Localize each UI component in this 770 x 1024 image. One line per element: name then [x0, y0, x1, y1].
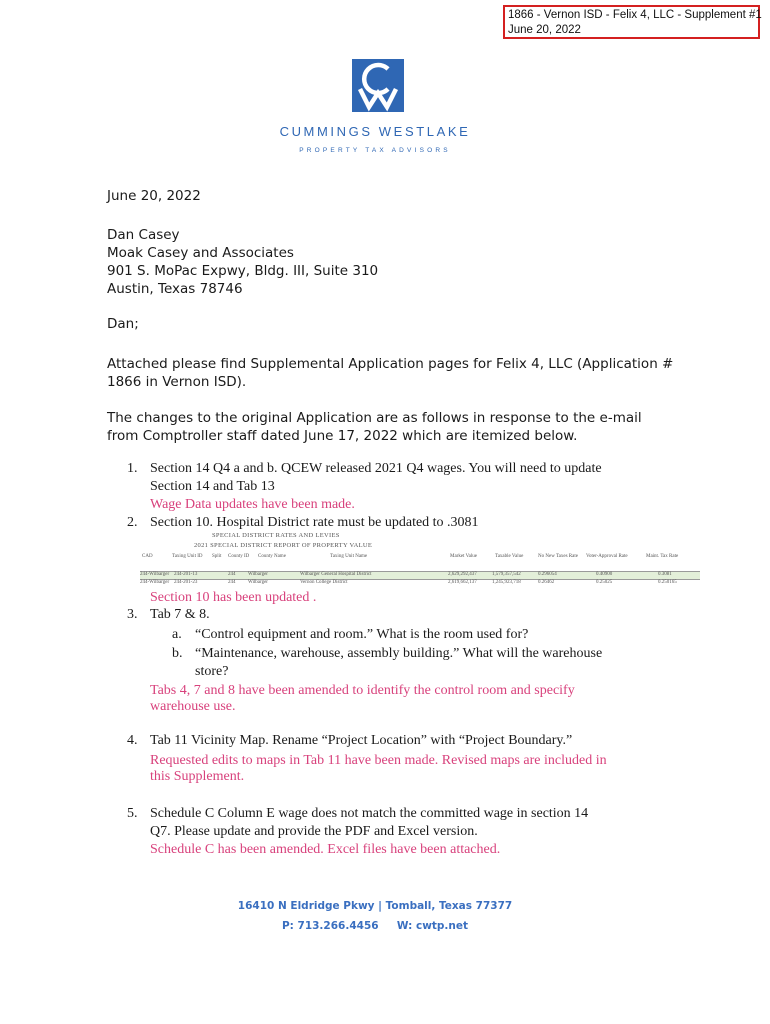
item-2-response: Section 10 has been updated .: [150, 590, 317, 605]
item-1-response: Wage Data updates have been made.: [150, 497, 355, 512]
item-4-line: Tab 11 Vicinity Map. Rename “Project Location” with “Project Boundary.”: [150, 733, 573, 748]
cell-taxing-unit-id: 244-201-23: [174, 580, 198, 585]
th-split: Split: [212, 554, 222, 559]
th-taxing-unit-name: Taxing Unit Name: [330, 554, 368, 559]
th-no-new-taxes-rate: No New Taxes Rate: [538, 554, 578, 559]
th-cad: CAD: [142, 554, 153, 559]
item-4-number: 4.: [127, 733, 138, 748]
cell-market-value: 2,629,292,437: [448, 572, 477, 577]
cell-county-name: Wilbarger: [248, 580, 268, 585]
cw-monogram-icon: [352, 59, 404, 112]
document-label-box: [503, 5, 760, 39]
company-name: CUMMINGS WESTLAKE: [279, 124, 471, 139]
salutation: Dan;: [107, 316, 139, 332]
letter-date: June 20, 2022: [107, 188, 201, 204]
special-district-table: [140, 532, 695, 590]
item-4-response-line-1: Requested edits to maps in Tab 11 have been made. Revised maps are included in: [150, 753, 607, 768]
cell-maint-tax-rate: 0.3081: [658, 572, 672, 577]
item-3b-line-2: store?: [195, 664, 229, 679]
recipient-line-4: Austin, Texas 78746: [107, 281, 243, 297]
label-line-1: 1866 - Vernon ISD - Felix 4, LLC - Supplement #1: [508, 9, 762, 21]
item-4-response-line-2: this Supplement.: [150, 769, 245, 784]
item-2-number: 2.: [127, 515, 138, 530]
cell-cad: 244-Wilbarger: [140, 580, 170, 585]
item-3-response-line-2: warehouse use.: [150, 699, 236, 714]
cell-taxable-value: 1,579,357,542: [492, 572, 521, 577]
item-5-line-2: Q7. Please update and provide the PDF and Excel version.: [150, 824, 478, 839]
item-3-number: 3.: [127, 607, 138, 622]
para1-line-1: Attached please find Supplemental Application pages for Felix 4, LLC (Application #: [107, 356, 674, 372]
para1-line-2: 1866 in Vernon ISD).: [107, 374, 247, 390]
footer-contact: [150, 920, 600, 932]
item-3b-line-1: “Maintenance, warehouse, assembly building.” What will the warehouse: [195, 646, 603, 661]
item-1-line-1: Section 14 Q4 a and b. QCEW released 2021 Q4 wages. You will need to update: [150, 461, 602, 476]
th-voter-approval-rate: Voter-Approval Rate: [586, 554, 628, 559]
item-3-line: Tab 7 & 8.: [150, 607, 210, 622]
item-5-number: 5.: [127, 806, 138, 821]
item-3a-text: “Control equipment and room.” What is the room used for?: [195, 627, 529, 642]
cell-taxing-unit-name: Wilbarger General Hospital District: [300, 572, 372, 577]
cell-county-id: 244: [228, 580, 236, 585]
phone-number: 713.266.4456: [297, 920, 379, 932]
cell-market-value: 2,619,662,137: [448, 580, 477, 585]
item-2-line: Section 10. Hospital District rate must be updated to .3081: [150, 515, 479, 530]
para2-line-1: The changes to the original Application are as follows in response to the e-mail: [107, 410, 642, 426]
footer-address: 16410 N Eldridge Pkwy | Tomball, Texas 77377: [237, 900, 513, 912]
th-county-name: County Name: [258, 554, 286, 559]
item-3b-label: b.: [172, 646, 183, 661]
cell-voter-approval-rate: 0.25025: [596, 580, 613, 585]
recipient-line-2: Moak Casey and Associates: [107, 245, 294, 261]
cell-no-new-taxes-rate: 0.296054: [538, 572, 557, 577]
item-3a-label: a.: [172, 627, 182, 642]
recipient-line-3: 901 S. MoPac Expwy, Bldg. III, Suite 310: [107, 263, 379, 279]
cell-county-id: 244: [228, 572, 236, 577]
cell-voter-approval-rate: 0.40900: [596, 572, 613, 577]
table-row: [140, 571, 700, 580]
item-1-number: 1.: [127, 461, 138, 476]
cell-cad: 244-Wilbarger: [140, 572, 170, 577]
th-maint-tax-rate: Maint. Tax Rate: [646, 554, 679, 559]
table-title-1: SPECIAL DISTRICT RATES AND LEVIES: [212, 532, 340, 539]
table-title-2: 2021 SPECIAL DISTRICT REPORT OF PROPERTY VALUE: [194, 542, 373, 549]
item-3-response-line-1: Tabs 4, 7 and 8 have been amended to identify the control room and specify: [150, 683, 575, 698]
item-5-line-1: Schedule C Column E wage does not match the committed wage in section 14: [150, 806, 589, 821]
cell-taxing-unit-name: Vernon College District: [300, 580, 348, 585]
cell-taxable-value: 1,245,923,718: [492, 580, 521, 585]
th-market-value: Market Value: [450, 554, 477, 559]
cell-no-new-taxes-rate: 0.26462: [538, 580, 555, 585]
cell-taxing-unit-id: 244-201-13: [174, 572, 198, 577]
cell-maint-tax-rate: 0.250165: [658, 580, 677, 585]
th-taxable-value: Taxable Value: [495, 554, 524, 559]
th-county-id: County ID: [228, 554, 250, 559]
recipient-line-1: Dan Casey: [107, 227, 180, 243]
company-tagline: PROPERTY TAX ADVISORS: [299, 147, 451, 154]
web-label: W:: [396, 920, 413, 932]
table-row: [140, 580, 700, 587]
cell-county-name: Wilbarger: [248, 572, 268, 577]
item-5-response: Schedule C has been amended. Excel files have been attached.: [150, 842, 501, 857]
website: cwtp.net: [415, 920, 469, 932]
para2-line-2: from Comptroller staff dated June 17, 2022 which are itemized below.: [107, 428, 578, 444]
label-line-2: June 20, 2022: [508, 24, 581, 36]
th-taxing-unit-id: Taxing Unit ID: [172, 554, 203, 559]
item-1-line-2: Section 14 and Tab 13: [150, 479, 275, 494]
cw-logo: [352, 59, 404, 112]
phone-label: P:: [281, 920, 294, 932]
